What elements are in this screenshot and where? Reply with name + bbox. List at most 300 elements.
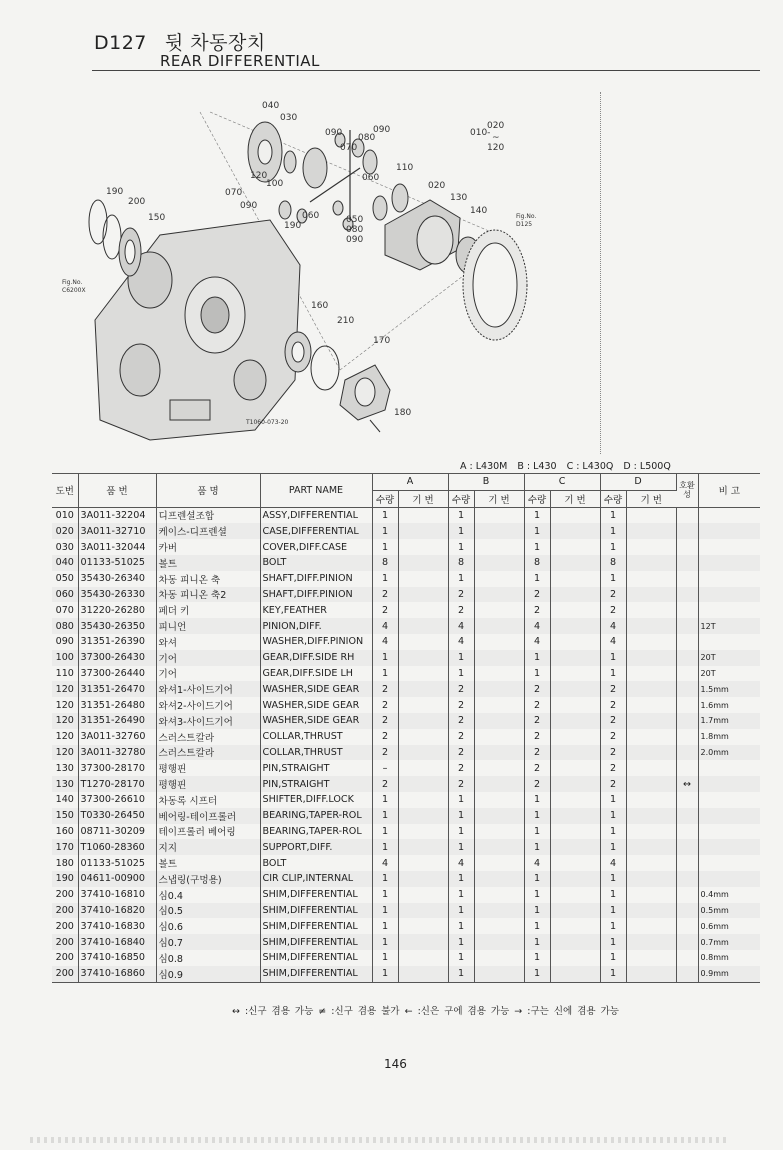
row-remarks <box>698 602 760 618</box>
table-row <box>52 697 760 713</box>
row-qty-d: 1 <box>600 887 626 903</box>
row-qty-b: 4 <box>448 855 474 871</box>
row-qty-a: 1 <box>372 808 398 824</box>
row-remarks <box>698 839 760 855</box>
row-part-name-kor: 와셔3-사이드기어 <box>156 713 260 729</box>
scan-artifact <box>30 1137 730 1143</box>
callout-100: 100 <box>266 179 284 189</box>
row-serial-d <box>626 587 676 603</box>
row-qty-a: 4 <box>372 855 398 871</box>
callout-170: 170 <box>373 336 391 346</box>
row-serial-c <box>550 934 600 950</box>
model-a: A : L430M <box>460 461 508 472</box>
section-title-eng: REAR DIFFERENTIAL <box>160 52 320 70</box>
row-serial-a <box>398 871 448 887</box>
callout-160: 160 <box>311 301 329 311</box>
parts-table-body <box>52 507 760 982</box>
header-qty-a: 수량 <box>372 490 398 507</box>
row-serial-b <box>474 808 524 824</box>
row-item-no: 200 <box>52 887 78 903</box>
row-part-number: 37300-26440 <box>78 666 156 682</box>
header-part-name-kor: 품 명 <box>156 474 260 508</box>
row-qty-b: 1 <box>448 666 474 682</box>
row-item-no: 130 <box>52 760 78 776</box>
row-serial-a <box>398 824 448 840</box>
row-qty-c: 1 <box>524 871 550 887</box>
row-serial-d <box>626 903 676 919</box>
row-serial-b <box>474 966 524 982</box>
row-serial-a <box>398 887 448 903</box>
row-qty-a: 2 <box>372 745 398 761</box>
header-model-d: D <box>600 474 676 491</box>
row-serial-c <box>550 839 600 855</box>
row-part-name: SHAFT,DIFF.PINION <box>260 571 372 587</box>
header-rule <box>92 70 760 71</box>
row-serial-a <box>398 713 448 729</box>
row-remarks: 1.5mm <box>700 684 729 694</box>
row-qty-d: 1 <box>600 523 626 539</box>
row-part-number: 35430-26350 <box>78 618 156 634</box>
header-model-b: B <box>448 474 524 491</box>
row-qty-d: 1 <box>600 950 626 966</box>
row-qty-d: 1 <box>600 966 626 982</box>
row-item-no: 190 <box>52 871 78 887</box>
row-qty-b: 2 <box>448 713 474 729</box>
row-serial-d <box>626 618 676 634</box>
row-serial-b <box>474 602 524 618</box>
row-serial-d <box>626 555 676 571</box>
row-qty-c: 2 <box>524 587 550 603</box>
row-part-number: 3A011-32710 <box>78 523 156 539</box>
row-serial-c <box>550 555 600 571</box>
row-qty-d: 2 <box>600 602 626 618</box>
row-part-number: 35430-26330 <box>78 587 156 603</box>
table-row <box>52 855 760 871</box>
row-part-name-kor: 피니언 <box>156 618 260 634</box>
row-serial-a <box>398 555 448 571</box>
row-qty-a: 2 <box>372 602 398 618</box>
row-serial-d <box>626 918 676 934</box>
row-item-no: 090 <box>52 634 78 650</box>
callout-210: 210 <box>337 316 355 326</box>
row-serial-d <box>626 887 676 903</box>
row-part-name: BEARING,TAPER-ROL <box>260 824 372 840</box>
row-part-number: 31351-26470 <box>78 681 156 697</box>
row-part-name: KEY,FEATHER <box>260 602 372 618</box>
row-part-number: 31351-26480 <box>78 697 156 713</box>
callout-030: 030 <box>280 113 298 123</box>
row-serial-b <box>474 776 524 792</box>
row-serial-b <box>474 618 524 634</box>
row-part-name-kor: 스러스트칼라 <box>156 745 260 761</box>
table-row <box>52 839 760 855</box>
row-compat <box>676 587 698 603</box>
row-remarks <box>698 760 760 776</box>
table-row <box>52 745 760 761</box>
ref-group-start: 010- <box>470 128 491 138</box>
callout-080: 080 <box>346 225 364 235</box>
row-part-name: PIN,STRAIGHT <box>260 776 372 792</box>
row-part-number: 01133-51025 <box>78 855 156 871</box>
row-serial-a <box>398 587 448 603</box>
row-qty-c: 1 <box>524 839 550 855</box>
row-part-name-kor: 심0.9 <box>156 966 260 982</box>
callout-070: 070 <box>340 143 358 153</box>
row-qty-d: 4 <box>600 618 626 634</box>
row-qty-d: 1 <box>600 918 626 934</box>
row-serial-a <box>398 934 448 950</box>
row-serial-c <box>550 587 600 603</box>
row-qty-b: 1 <box>448 887 474 903</box>
row-part-name: ASSY,DIFFERENTIAL <box>260 507 372 523</box>
row-item-no: 140 <box>52 792 78 808</box>
table-row <box>52 918 760 934</box>
header-compat: 호환성 <box>676 474 698 508</box>
callout-060: 060 <box>302 211 320 221</box>
row-part-name-kor: 페더 키 <box>156 602 260 618</box>
header-qty-c: 수량 <box>524 490 550 507</box>
row-part-name-kor: 평행핀 <box>156 760 260 776</box>
table-row <box>52 602 760 618</box>
fig-no-left-value: C6200X <box>62 287 86 294</box>
row-item-no: 170 <box>52 839 78 855</box>
row-serial-c <box>550 918 600 934</box>
row-serial-c <box>550 966 600 982</box>
header-part-name: PART NAME <box>260 474 372 508</box>
row-item-no: 040 <box>52 555 78 571</box>
row-serial-b <box>474 587 524 603</box>
row-serial-c <box>550 507 600 523</box>
row-remarks: 20T <box>700 668 716 678</box>
row-serial-d <box>626 634 676 650</box>
row-part-number: 37410-16850 <box>78 950 156 966</box>
row-item-no: 130 <box>52 776 78 792</box>
row-part-number: 3A011-32204 <box>78 507 156 523</box>
row-serial-c <box>550 666 600 682</box>
row-qty-b: 1 <box>448 966 474 982</box>
compatibility-legend: ↔ :신구 겸용 가능 ≠ :신구 겸용 불가 ← :신은 구에 겸용 가능 → :구는 신에 겸용 가능 <box>232 1006 619 1017</box>
row-qty-b: 4 <box>448 618 474 634</box>
row-part-name-kor: 심0.8 <box>156 950 260 966</box>
row-serial-b <box>474 539 524 555</box>
table-row <box>52 729 760 745</box>
row-part-number: 31351-26390 <box>78 634 156 650</box>
row-part-name: SHIM,DIFFERENTIAL <box>260 966 372 982</box>
row-part-name-kor: 차동 피니온 축 <box>156 571 260 587</box>
row-serial-c <box>550 776 600 792</box>
row-item-no: 020 <box>52 523 78 539</box>
row-part-name-kor: 심0.4 <box>156 887 260 903</box>
row-qty-c: 2 <box>524 760 550 776</box>
row-serial-b <box>474 903 524 919</box>
row-part-name-kor: 디프렌셜조합 <box>156 507 260 523</box>
ref-group-020: 020 <box>487 121 505 131</box>
row-qty-b: 2 <box>448 697 474 713</box>
row-part-name: PIN,STRAIGHT <box>260 760 372 776</box>
row-part-name-kor: 스냅링(구멍용) <box>156 871 260 887</box>
row-compat <box>676 713 698 729</box>
row-qty-b: 1 <box>448 808 474 824</box>
row-serial-d <box>626 602 676 618</box>
row-qty-a: 2 <box>372 587 398 603</box>
row-qty-b: 2 <box>448 776 474 792</box>
row-qty-d: 1 <box>600 903 626 919</box>
row-part-name-kor: 와셔1-사이드기어 <box>156 681 260 697</box>
row-part-number: 3A011-32760 <box>78 729 156 745</box>
row-qty-b: 1 <box>448 839 474 855</box>
row-serial-a <box>398 776 448 792</box>
table-row <box>52 887 760 903</box>
row-serial-c <box>550 808 600 824</box>
row-remarks: 12T <box>700 621 716 631</box>
row-qty-d: 1 <box>600 571 626 587</box>
row-part-name: WASHER,DIFF.PINION <box>260 634 372 650</box>
row-item-no: 160 <box>52 824 78 840</box>
row-compat <box>676 966 698 982</box>
row-part-number: 3A011-32780 <box>78 745 156 761</box>
row-qty-c: 1 <box>524 792 550 808</box>
row-serial-a <box>398 792 448 808</box>
fig-no-left-label: Fig.No. <box>62 279 83 286</box>
row-remarks <box>698 523 760 539</box>
row-serial-c <box>550 903 600 919</box>
page-code <box>94 28 266 55</box>
row-qty-d: 4 <box>600 634 626 650</box>
row-part-name-kor: 차동 피니온 축2 <box>156 587 260 603</box>
row-part-name-kor: 평행핀 <box>156 776 260 792</box>
row-qty-d: 4 <box>600 855 626 871</box>
row-qty-c: 1 <box>524 950 550 966</box>
row-qty-d: 2 <box>600 745 626 761</box>
row-qty-a: 2 <box>372 681 398 697</box>
row-qty-a: 1 <box>372 887 398 903</box>
row-serial-a <box>398 602 448 618</box>
row-qty-a: 1 <box>372 918 398 934</box>
row-qty-c: 1 <box>524 523 550 539</box>
row-part-number: 37300-26430 <box>78 650 156 666</box>
row-compat <box>676 507 698 523</box>
row-qty-a: 1 <box>372 903 398 919</box>
row-qty-c: 1 <box>524 887 550 903</box>
row-qty-b: 1 <box>448 934 474 950</box>
row-serial-c <box>550 824 600 840</box>
row-qty-a: 1 <box>372 824 398 840</box>
row-part-number: 31351-26490 <box>78 713 156 729</box>
row-part-name: SUPPORT,DIFF. <box>260 839 372 855</box>
row-qty-b: 1 <box>448 950 474 966</box>
drawing-code: T1060-073-20 <box>246 419 289 426</box>
row-part-name: BEARING,TAPER-ROL <box>260 808 372 824</box>
row-qty-a: 1 <box>372 507 398 523</box>
row-part-number: T1060-28360 <box>78 839 156 855</box>
table-row <box>52 650 760 666</box>
table-row <box>52 966 760 982</box>
row-serial-d <box>626 697 676 713</box>
row-part-name: SHIFTER,DIFF.LOCK <box>260 792 372 808</box>
row-qty-a: 4 <box>372 618 398 634</box>
row-qty-c: 1 <box>524 934 550 950</box>
row-item-no: 150 <box>52 808 78 824</box>
row-serial-b <box>474 745 524 761</box>
table-row <box>52 681 760 697</box>
row-part-name: SHIM,DIFFERENTIAL <box>260 950 372 966</box>
row-qty-d: 1 <box>600 824 626 840</box>
callout-200: 200 <box>128 197 146 207</box>
row-serial-a <box>398 839 448 855</box>
row-serial-d <box>626 713 676 729</box>
row-part-number: 37300-28170 <box>78 760 156 776</box>
row-part-name-kor: 베어링-테이프롤러 <box>156 808 260 824</box>
table-row <box>52 523 760 539</box>
row-serial-d <box>626 681 676 697</box>
row-compat <box>676 681 698 697</box>
row-serial-d <box>626 950 676 966</box>
row-part-name: SHIM,DIFFERENTIAL <box>260 903 372 919</box>
table-row <box>52 776 760 792</box>
header-remarks: 비 고 <box>698 474 760 508</box>
row-serial-d <box>626 808 676 824</box>
row-qty-c: 4 <box>524 618 550 634</box>
row-serial-c <box>550 729 600 745</box>
row-qty-b: 1 <box>448 918 474 934</box>
ref-group-120: 120 <box>487 143 505 153</box>
row-qty-b: 2 <box>448 681 474 697</box>
row-remarks <box>698 808 760 824</box>
row-qty-a: 1 <box>372 539 398 555</box>
row-qty-c: 2 <box>524 681 550 697</box>
row-qty-d: 1 <box>600 666 626 682</box>
row-serial-b <box>474 650 524 666</box>
row-item-no: 200 <box>52 903 78 919</box>
header-dobeon: 도번 <box>52 474 78 508</box>
row-qty-c: 2 <box>524 602 550 618</box>
row-compat <box>676 555 698 571</box>
row-item-no: 120 <box>52 697 78 713</box>
row-serial-b <box>474 855 524 871</box>
callout-090: 090 <box>373 125 391 135</box>
row-remarks <box>698 871 760 887</box>
callout-110: 110 <box>396 163 414 173</box>
row-part-number: 08711-30209 <box>78 824 156 840</box>
row-qty-a: 1 <box>372 792 398 808</box>
row-part-number: 37300-26610 <box>78 792 156 808</box>
row-part-number: 01133-51025 <box>78 555 156 571</box>
row-part-name: COVER,DIFF.CASE <box>260 539 372 555</box>
header-part-number: 품 번 <box>78 474 156 508</box>
row-qty-d: 1 <box>600 507 626 523</box>
model-d: D : L500Q <box>623 461 671 472</box>
row-part-name: SHIM,DIFFERENTIAL <box>260 918 372 934</box>
row-serial-b <box>474 697 524 713</box>
row-compat <box>676 792 698 808</box>
row-part-name-kor: 테이프롤러 베어링 <box>156 824 260 840</box>
row-serial-c <box>550 602 600 618</box>
row-qty-b: 1 <box>448 539 474 555</box>
row-serial-d <box>626 666 676 682</box>
callout-040: 040 <box>262 101 280 111</box>
row-part-number: 37410-16860 <box>78 966 156 982</box>
row-item-no: 030 <box>52 539 78 555</box>
row-serial-c <box>550 887 600 903</box>
row-remarks <box>698 539 760 555</box>
row-item-no: 080 <box>52 618 78 634</box>
row-part-name: WASHER,SIDE GEAR <box>260 697 372 713</box>
row-serial-b <box>474 792 524 808</box>
row-qty-b: 2 <box>448 587 474 603</box>
row-serial-a <box>398 950 448 966</box>
row-serial-a <box>398 666 448 682</box>
row-serial-c <box>550 650 600 666</box>
row-part-number: 3A011-32044 <box>78 539 156 555</box>
row-compat <box>676 618 698 634</box>
row-part-name: WASHER,SIDE GEAR <box>260 713 372 729</box>
row-serial-a <box>398 745 448 761</box>
page-number: 146 <box>384 1057 407 1071</box>
row-part-name-kor: 카버 <box>156 539 260 555</box>
section-code: D127 <box>94 32 147 54</box>
row-remarks: 0.6mm <box>700 921 729 931</box>
row-part-name-kor: 기어 <box>156 650 260 666</box>
row-item-no: 120 <box>52 681 78 697</box>
callout-070: 070 <box>225 188 243 198</box>
row-serial-a <box>398 650 448 666</box>
row-item-no: 110 <box>52 666 78 682</box>
row-item-no: 100 <box>52 650 78 666</box>
row-part-name: COLLAR,THRUST <box>260 729 372 745</box>
row-serial-b <box>474 918 524 934</box>
row-serial-c <box>550 523 600 539</box>
row-compat <box>676 729 698 745</box>
row-qty-c: 2 <box>524 713 550 729</box>
row-serial-b <box>474 839 524 855</box>
row-serial-c <box>550 871 600 887</box>
row-compat <box>676 602 698 618</box>
row-part-name-kor: 볼트 <box>156 855 260 871</box>
row-part-name-kor: 케이스-디프렌셜 <box>156 523 260 539</box>
row-serial-a <box>398 903 448 919</box>
row-item-no: 120 <box>52 745 78 761</box>
row-compat <box>676 887 698 903</box>
row-remarks: 1.8mm <box>700 732 729 742</box>
row-part-name-kor: 심0.6 <box>156 918 260 934</box>
row-part-number: 31220-26280 <box>78 602 156 618</box>
row-qty-c: 2 <box>524 745 550 761</box>
row-part-name-kor: 차동록 시프터 <box>156 792 260 808</box>
callout-140: 140 <box>470 206 488 216</box>
header-serial-b: 기 번 <box>474 490 524 507</box>
table-row <box>52 934 760 950</box>
row-qty-a: 8 <box>372 555 398 571</box>
row-qty-a: 1 <box>372 666 398 682</box>
row-remarks: 0.5mm <box>700 905 729 915</box>
row-qty-a: 2 <box>372 697 398 713</box>
row-qty-b: 1 <box>448 824 474 840</box>
row-qty-a: 2 <box>372 776 398 792</box>
row-qty-c: 1 <box>524 808 550 824</box>
row-qty-d: 2 <box>600 729 626 745</box>
row-qty-d: 1 <box>600 839 626 855</box>
table-row <box>52 666 760 682</box>
row-remarks: 1.6mm <box>700 700 729 710</box>
model-b: B : L430 <box>517 461 557 472</box>
row-serial-a <box>398 681 448 697</box>
row-part-name-kor: 지지 <box>156 839 260 855</box>
row-qty-c: 8 <box>524 555 550 571</box>
row-serial-c <box>550 618 600 634</box>
row-qty-a: – <box>372 760 398 776</box>
row-part-name: CIR CLIP,INTERNAL <box>260 871 372 887</box>
row-part-name: GEAR,DIFF.SIDE LH <box>260 666 372 682</box>
